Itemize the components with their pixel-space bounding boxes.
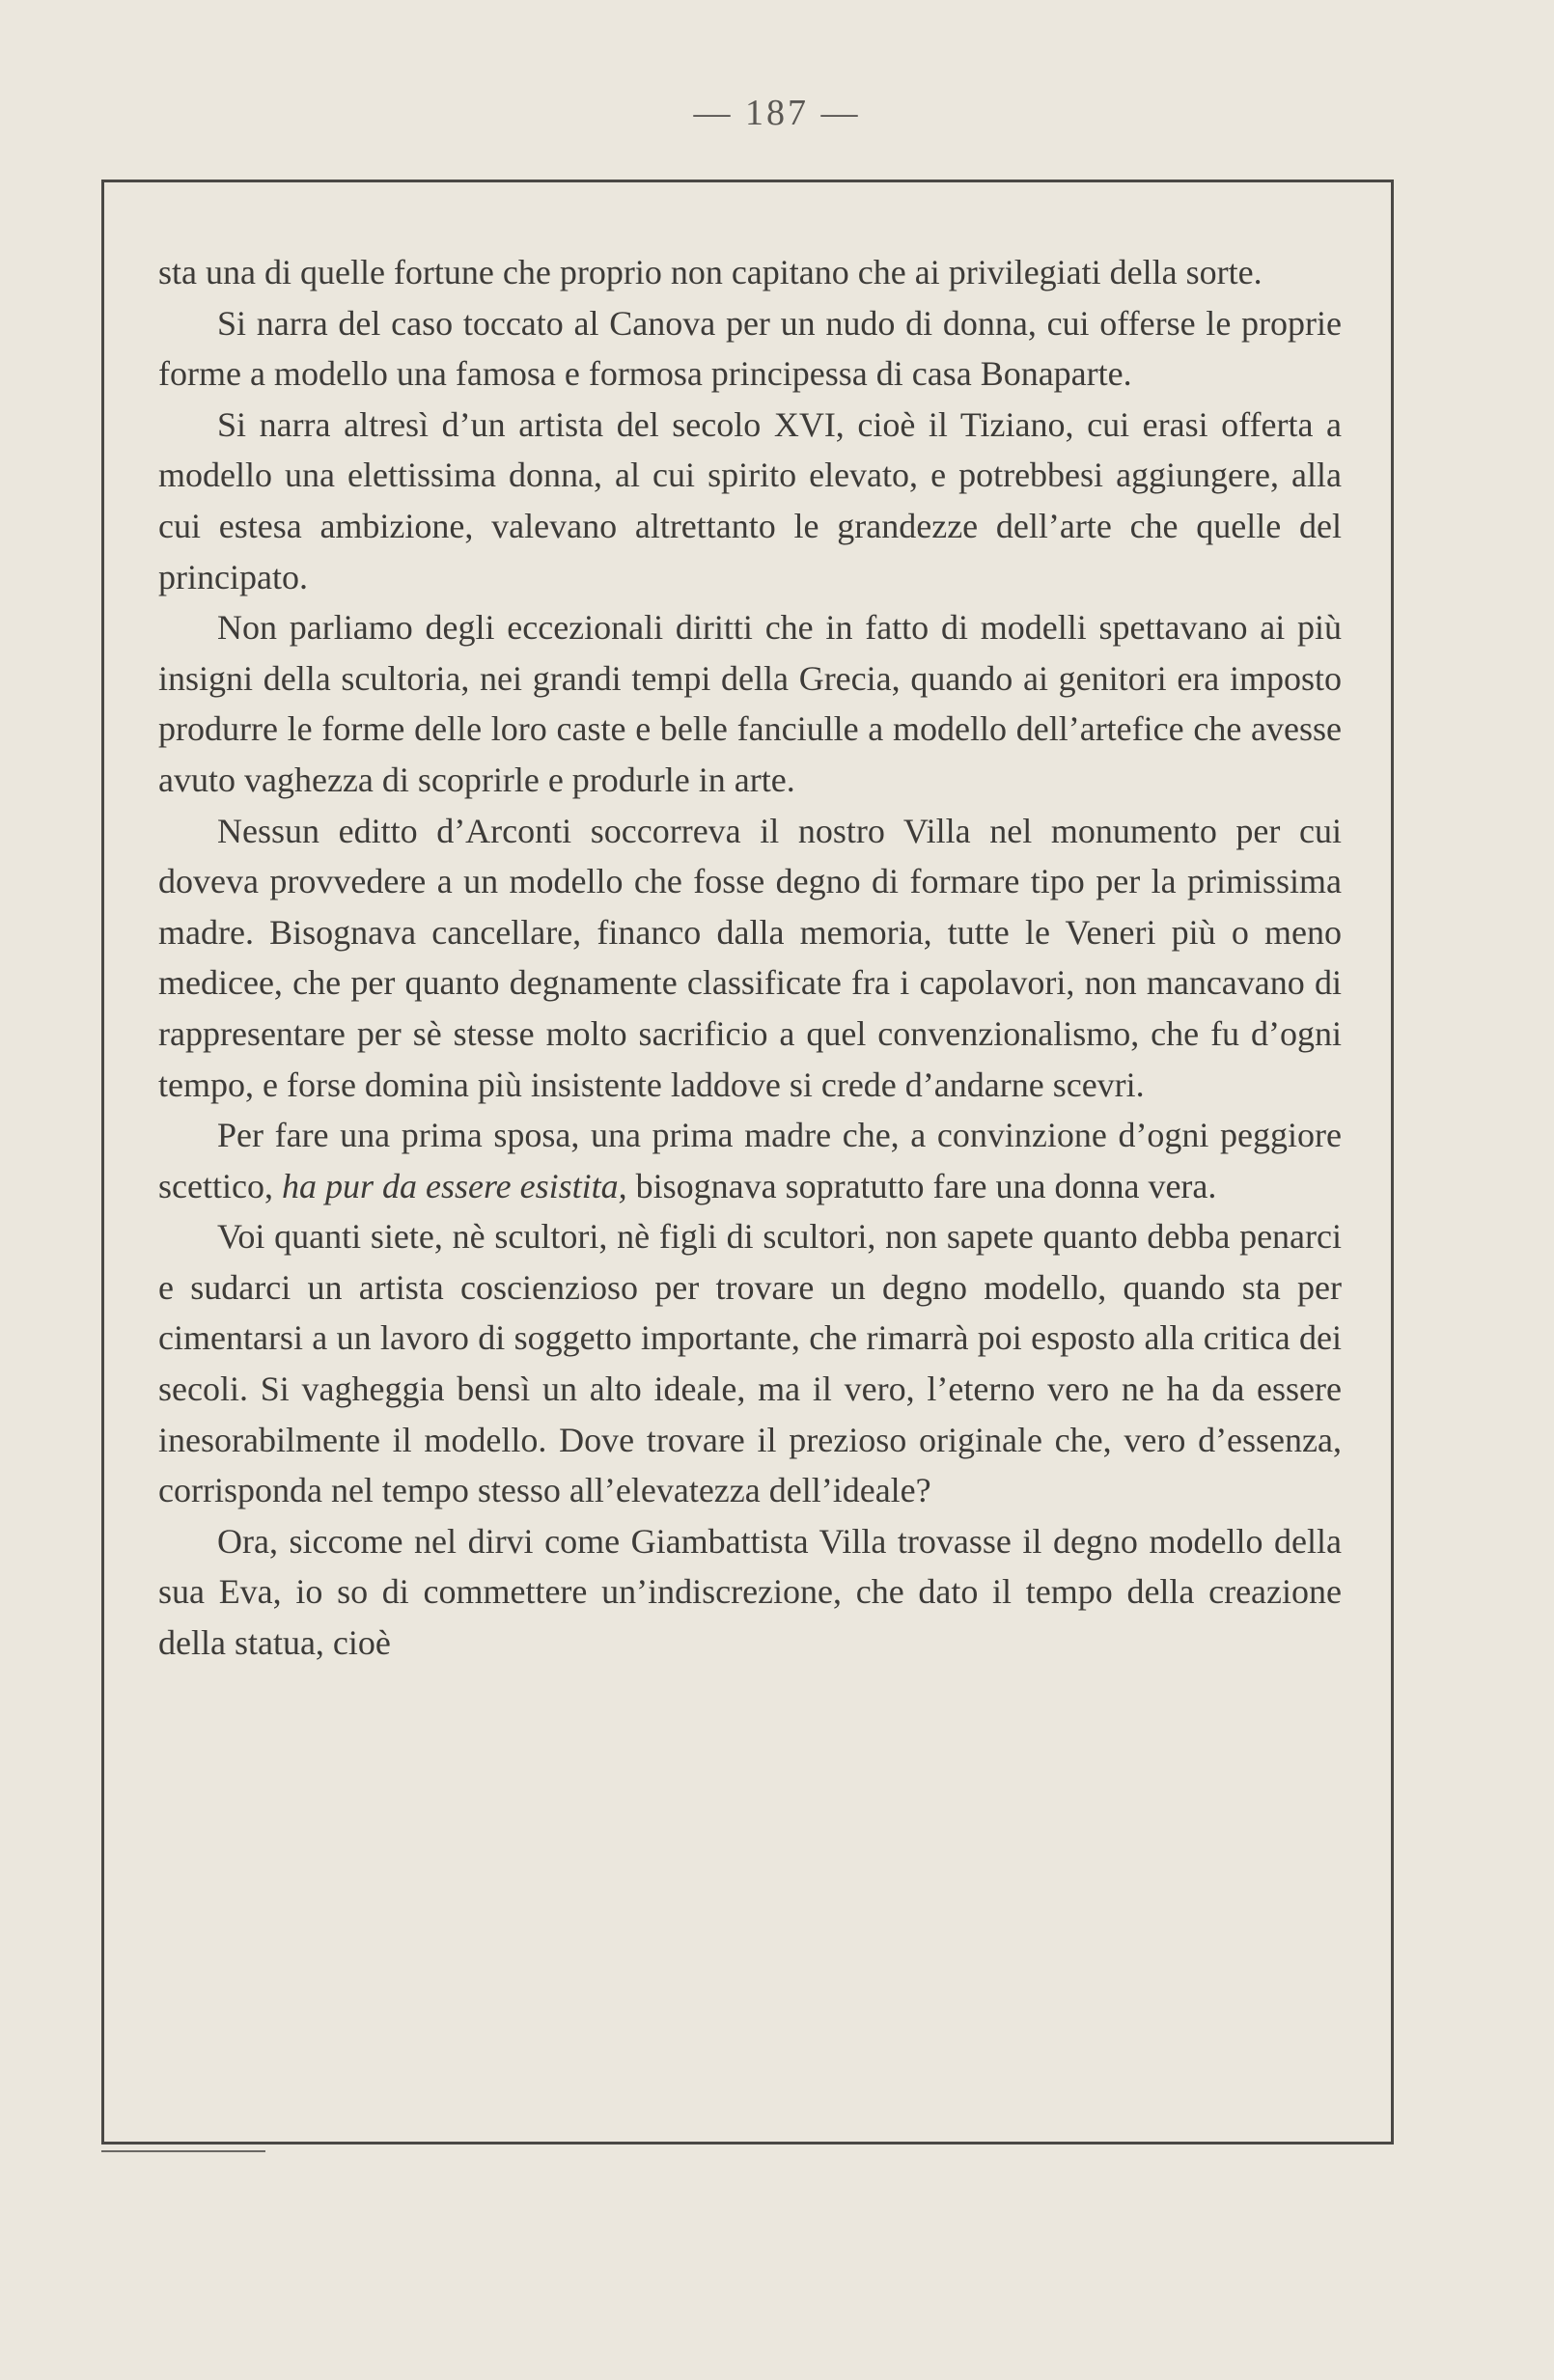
italic-phrase: ha pur da essere esistita,: [281, 1166, 627, 1205]
paragraph-3: Si narra altresì d’un artista del secolo XVI, cioè il Tiziano, cui erasi offerta a modello una elettissima donna, al cui spirito elevato, e potrebbesi aggiungere, alla cui estesa ambizione, valevano altrettanto le grandezze dell’arte che quelle del principato.: [158, 404, 1342, 596]
paragraph-6-start: Per fare una prima sposa, una prima madre che, a convinzione d’ogni peggiore scettico,: [158, 1116, 1342, 1205]
paragraph-5: Nessun editto d’Arconti soccorreva il nostro Villa nel monumento per cui doveva provvedere a un modello che fosse degno di formare tipo per la primissima madre. Bisognava cancellare, financo dalla memoria, tutte le Veneri più o meno medicee, che per quanto degnamente classificate fra i capolavori, non mancavano di rappresentare per sè stesse molto sacrificio a quel convenzionalismo, che fu d’ogni tempo, e forse domina più insistente laddove si crede d’andarne scevri.: [158, 811, 1342, 1104]
bottom-rule: [101, 2142, 1394, 2145]
paragraph-7: Voi quanti siete, nè scultori, nè figli di scultori, non sapete quanto debba penarci e sudarci un artista coscienzioso per trovare un degno modello, quando sta per cimentarsi a un lavoro di soggetto importante, che rimarrà poi esposto alla critica dei secoli. Si vagheggia bensì un alto ideale, ma il vero, l’eterno vero ne ha da essere inesorabilmente il modello. Dove trovare il prezioso originale che, vero d’essenza, corrisponda nel tempo stesso all’elevatezza dell’ideale?: [158, 1217, 1342, 1510]
body-text: [158, 247, 1342, 1669]
paragraph-1: sta una di quelle fortune che proprio non capitano che ai privilegiati della sorte.: [158, 253, 1263, 291]
paragraph-4: Non parliamo degli eccezionali diritti che in fatto di modelli spettavano ai più insigni della scultoria, nei grandi tempi della Grecia, quando ai genitori era imposto produrre le forme delle loro caste e belle fanciulle a modello dell’artefice che avesse avuto vaghezza di scoprirle e produrle in arte.: [158, 608, 1342, 799]
paragraph-6-end: bisognava sopratutto fare una donna vera.: [626, 1166, 1217, 1205]
page-number: — 187 —: [693, 93, 861, 133]
paragraph-2: Si narra del caso toccato al Canova per un nudo di donna, cui offerse le proprie forme a modello una famosa e formosa principessa di casa Bonaparte.: [158, 303, 1342, 394]
paragraph-6: [158, 1110, 1342, 1211]
bottom-rule-short: [101, 2150, 265, 2152]
paragraph-8: Ora, siccome nel dirvi come Giambattista Villa trovasse il degno modello della sua Eva, io so di commettere un’indiscrezione, che dato il tempo della creazione della statua, cioè: [158, 1521, 1342, 1663]
